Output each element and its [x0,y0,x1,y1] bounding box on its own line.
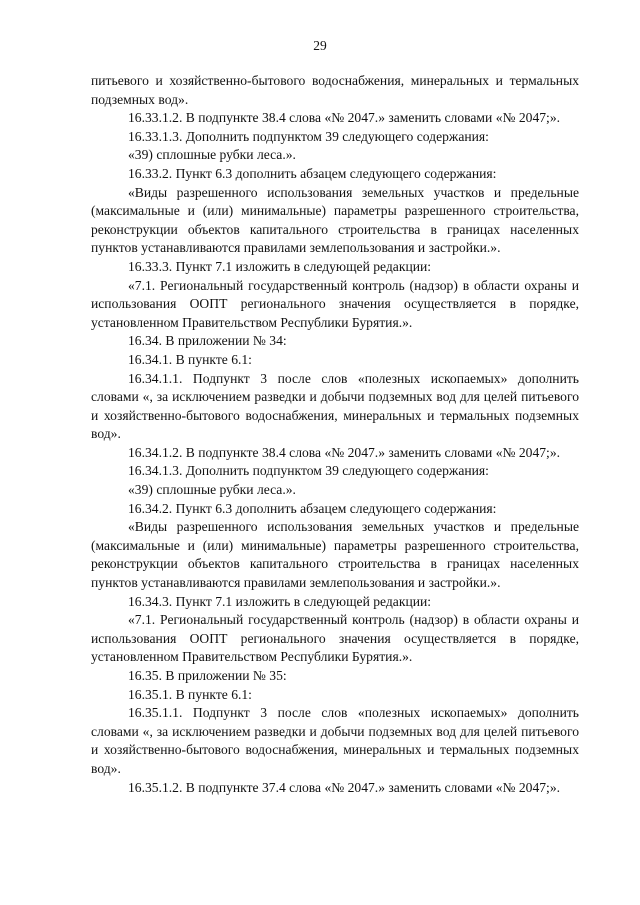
paragraph: 16.34.3. Пункт 7.1 изложить в следующей редакции: [128,593,432,609]
paragraph: 16.34.1.3. Дополнить подпунктом 39 следующего содержания: [128,463,489,479]
paragraph: 16.35. В приложении № 35: [128,668,287,683]
paragraph: 16.34.2. Пункт 6.3 дополнить абзацем следующего содержания: [128,500,497,516]
document-body [91,72,579,797]
paragraph: питьевого и хозяйственно-бытового водоснабжения, минеральных и термальных подземных вод». [91,73,579,107]
paragraph: «7.1. Региональный государственный контроль (надзор) в области охраны и использования ООПТ регионального значения осуществляется в порядке, установленном Правительством Республики Бурятия.». [91,612,579,665]
paragraph: 16.33.1.3. Дополнить подпунктом 39 следующего содержания: [128,128,489,144]
paragraph: «Виды разрешенного использования земельных участков и предельные (максимальные и (или) минимальные) параметры разрешенного строительства, реконструкции объектов капитального строительства в границах населенных пунктов устанавливаются правилами землепользования и застройки.». [91,519,579,591]
paragraph: 16.33.3. Пункт 7.1 изложить в следующей редакции: [128,258,432,274]
paragraph: 16.35.1.2. В подпункте 37.4 слова «№ 2047.» заменить словами «№ 2047;». [128,779,561,795]
paragraph: 16.35.1.1. Подпункт 3 после слов «полезных ископаемых» дополнить словами «, за исключением разведки и добычи подземных вод для целей питьевого и хозяйственно-бытового водоснабжения, минеральных и термальных подземных вод». [91,705,579,776]
paragraph: 16.34.1. В пункте 6.1: [128,351,252,367]
paragraph: 16.34. В приложении № 34: [128,333,287,349]
paragraph: 16.33.2. Пункт 6.3 дополнить абзацем следующего содержания: [128,165,497,181]
paragraph: 16.34.1.2. В подпункте 38.4 слова «№ 2047.» заменить словами «№ 2047;». [128,444,561,460]
paragraph: 16.35.1. В пункте 6.1: [128,686,252,702]
paragraph: «39) сплошные рубки леса.». [128,147,296,163]
paragraph: «7.1. Региональный государственный контроль (надзор) в области охраны и использования ООПТ регионального значения осуществляется в порядке, установленном Правительством Республики Бурятия.». [91,277,579,330]
page-number: 29 [313,38,327,53]
paragraph: 16.33.1.2. В подпункте 38.4 слова «№ 2047.» заменить словами «№ 2047;». [128,110,561,126]
paragraph: «39) сплошные рубки леса.». [128,482,296,498]
paragraph: 16.34.1.1. Подпункт 3 после слов «полезных ископаемых» дополнить словами «, за исключением разведки и добычи подземных вод для целей питьевого и хозяйственно-бытового водоснабжения, минеральных и термальных подземных вод». [91,370,579,442]
paragraph: «Виды разрешенного использования земельных участков и предельные (максимальные и (или) минимальные) параметры разрешенного строительства, реконструкции объектов капитального строительства в границах населенных пунктов устанавливаются правилами землепользования и застройки.». [91,184,579,256]
